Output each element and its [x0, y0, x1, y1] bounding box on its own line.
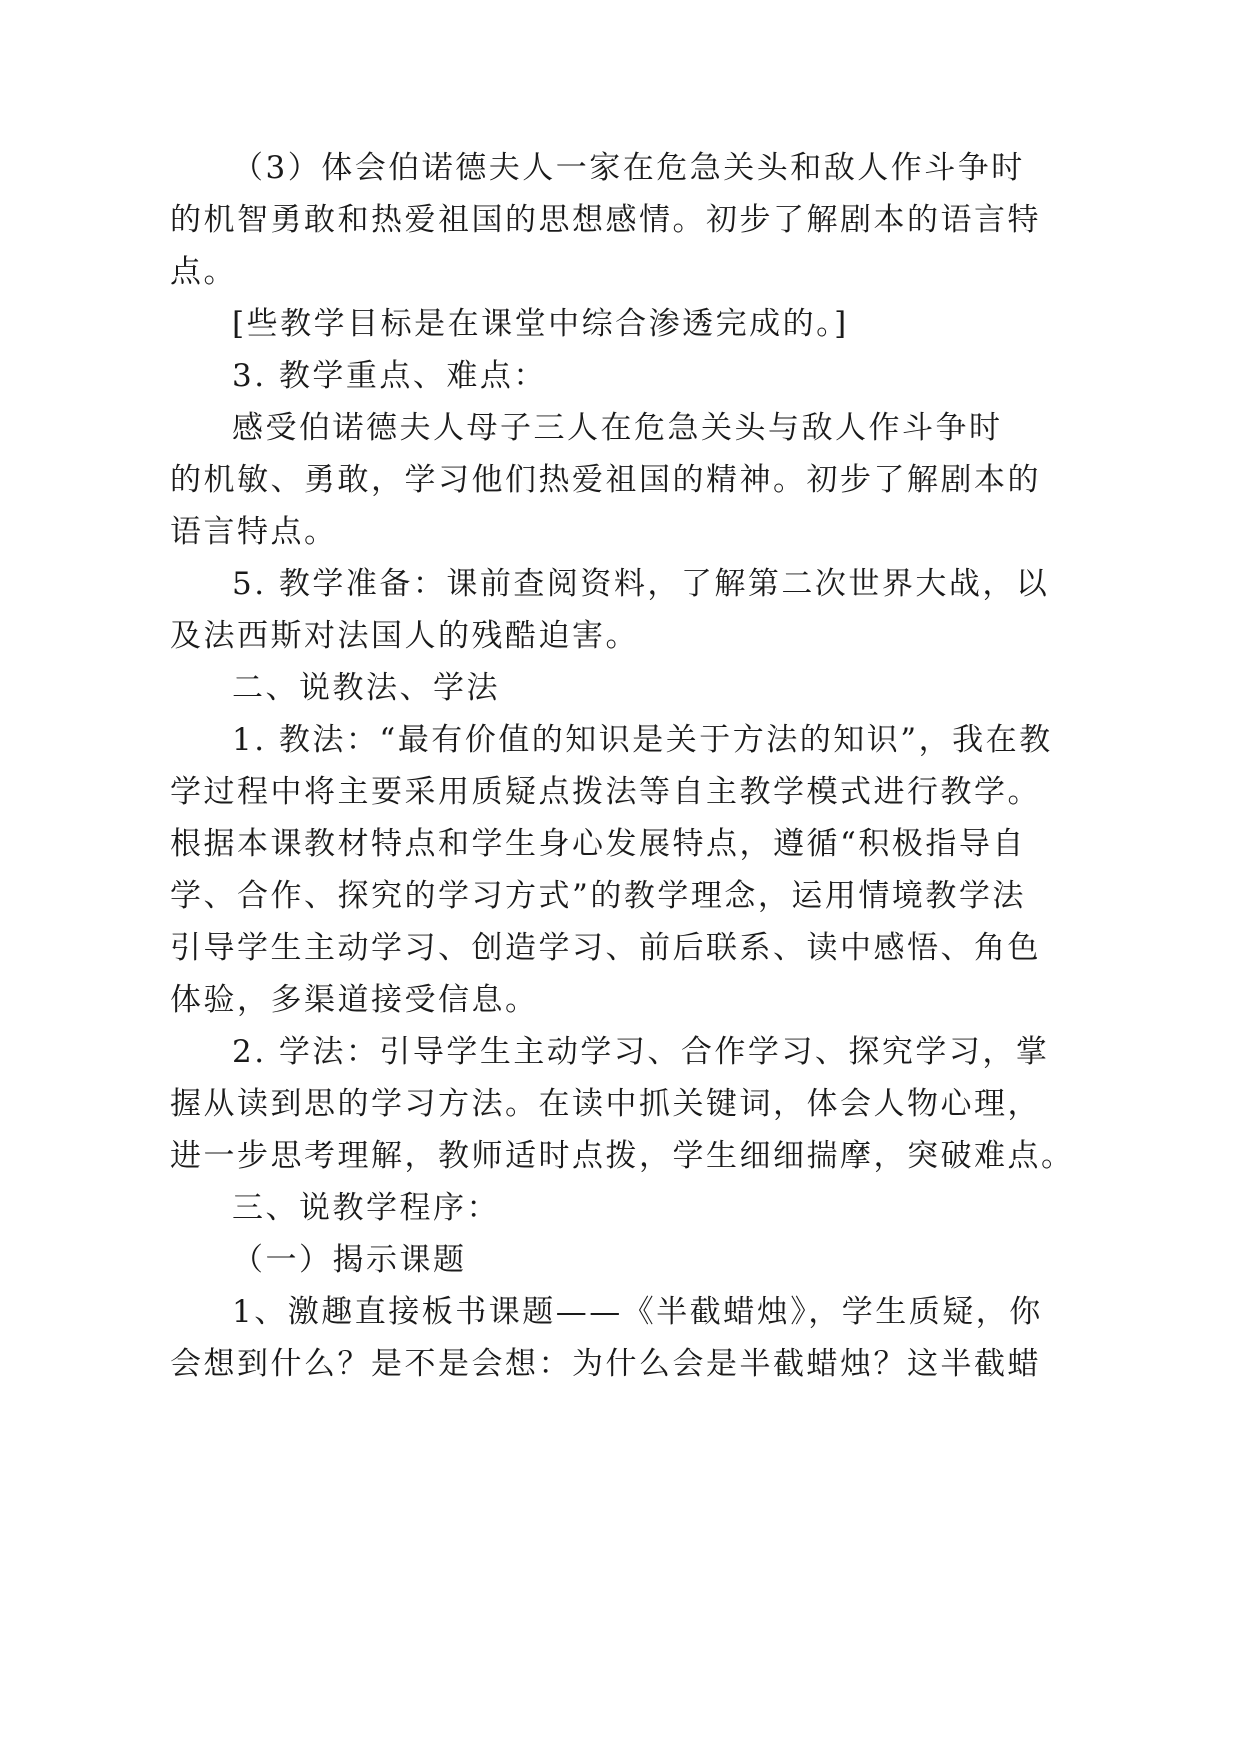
text-line: 5. 教学准备：课前查阅资料，了解第二次世界大战，以: [232, 566, 1050, 602]
section-heading: 二、说教法、学法: [232, 670, 500, 706]
text-line: 及法西斯对法国人的残酷迫害。: [170, 618, 639, 654]
text-line: [些教学目标是在课堂中综合渗透完成的。]: [232, 306, 849, 342]
section-heading: 3. 教学重点、难点：: [232, 358, 547, 394]
text-line: 的机智勇敢和热爱祖国的思想感情。初步了解剧本的语言特: [170, 202, 1041, 238]
text-line: 的机敏、勇敢，学习他们热爱祖国的精神。初步了解剧本的: [170, 462, 1041, 498]
text-line: 语言特点。: [170, 514, 338, 550]
text-line: （3）体会伯诺德夫人一家在危急关头和敌人作斗争时: [232, 150, 1025, 186]
text-line: 体验，多渠道接受信息。: [170, 982, 539, 1018]
text-line: 根据本课教材特点和学生身心发展特点，遵循“积极指导自: [170, 826, 1026, 862]
text-line: 握从读到思的学习方法。在读中抓关键词，体会人物心理，: [170, 1086, 1041, 1122]
text-line: 会想到什么？是不是会想：为什么会是半截蜡烛？这半截蜡: [170, 1346, 1041, 1382]
text-line: 1、激趣直接板书课题——《半截蜡烛》，学生质疑，你: [232, 1294, 1043, 1330]
text-line: 引导学生主动学习、创造学习、前后联系、读中感悟、角色: [170, 930, 1041, 966]
subsection-heading: （一）揭示课题: [232, 1242, 467, 1278]
text-line: 感受伯诺德夫人母子三人在危急关头与敌人作斗争时: [232, 410, 1003, 446]
text-line: 进一步思考理解，教师适时点拨，学生细细揣摩，突破难点。: [170, 1138, 1075, 1174]
text-line: 2. 学法：引导学生主动学习、合作学习、探究学习，掌: [232, 1034, 1050, 1070]
text-line: 学、合作、探究的学习方式”的教学理念，运用情境教学法: [170, 878, 1026, 914]
section-heading: 三、说教学程序：: [232, 1190, 500, 1226]
text-line: 点。: [170, 254, 237, 290]
text-line: 学过程中将主要采用质疑点拨法等自主教学模式进行教学。: [170, 774, 1041, 810]
text-line: 1. 教法：“最有价值的知识是关于方法的知识”，我在教: [232, 722, 1053, 758]
